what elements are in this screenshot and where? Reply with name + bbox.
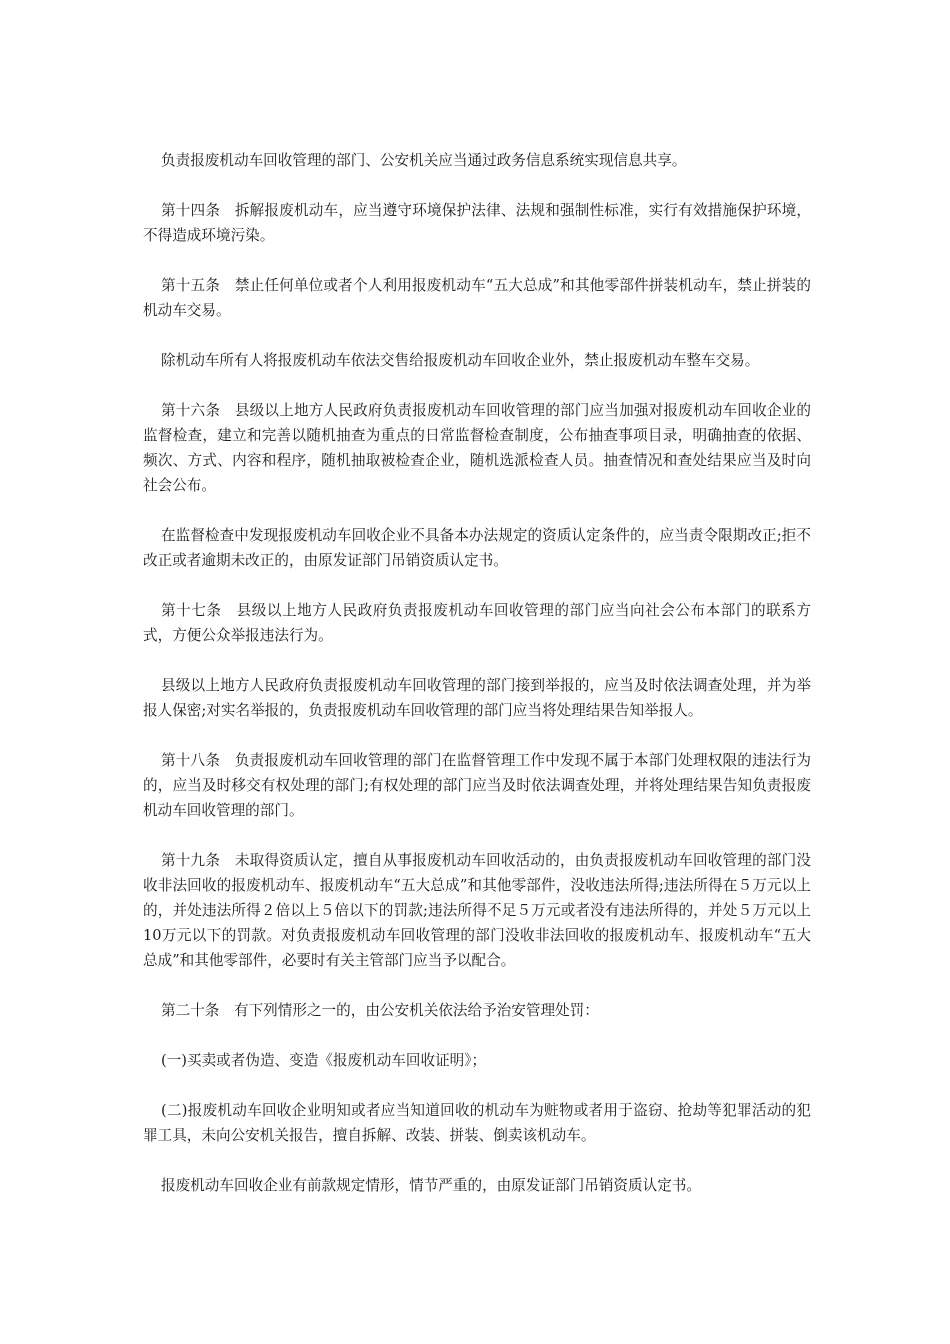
paragraph-article-16-revocation: 在监督检查中发现报废机动车回收企业不具备本办法规定的资质认定条件的，应当责令限期改正;拒不改正或者逾期未改正的，由原发证部门吊销资质认定书。	[143, 527, 811, 569]
paragraph-article-17-reports: 县级以上地方人民政府负责报废机动车回收管理的部门接到举报的，应当及时依法调查处理，并为举报人保密;对实名举报的，负责报废机动车回收管理的部门应当将处理结果告知举报人。	[143, 677, 811, 719]
paragraph-article-16: 第十六条 县级以上地方人民政府负责报废机动车回收管理的部门应当加强对报废机动车回收企业的监督检查，建立和完善以随机抽查为重点的日常监督检查制度，公布抽查事项目录，明确抽查的依据、频次、方式、内容和程序，随机抽取被检查企业，随机选派检查人员。抽查情况和查处结果应当及时向社会公布。	[143, 402, 811, 494]
document-body	[143, 148, 811, 1223]
paragraph-article-15-exception: 除机动车所有人将报废机动车依法交售给报废机动车回收企业外，禁止报废机动车整车交易。	[161, 352, 760, 369]
paragraph-article-19: 第十九条 未取得资质认定，擅自从事报废机动车回收活动的，由负责报废机动车回收管理的部门没收非法回收的报废机动车、报废机动车“五大总成”和其他零部件，没收违法所得;违法所得在５万元以上的，并处违法所得２倍以上５倍以下的罚款;违法所得不足５万元或者没有违法所得的，并处５万元以上10万元以下的罚款。对负责报废机动车回收管理的部门没收非法回收的报废机动车、报废机动车“五大总成”和其他零部件，必要时有关主管部门应当予以配合。	[143, 852, 811, 969]
paragraph-article-17: 第十七条 县级以上地方人民政府负责报废机动车回收管理的部门应当向社会公布本部门的联系方式，方便公众举报违法行为。	[143, 602, 811, 644]
paragraph-article-20-item-2: (二)报废机动车回收企业明知或者应当知道回收的机动车为赃物或者用于盗窃、抢劫等犯罪活动的犯罪工具，未向公安机关报告，擅自拆解、改装、拼装、倒卖该机动车。	[143, 1102, 811, 1144]
paragraph-article-18: 第十八条 负责报废机动车回收管理的部门在监督管理工作中发现不属于本部门处理权限的违法行为的，应当及时移交有权处理的部门;有权处理的部门应当及时依法调查处理，并将处理结果告知负责报废机动车回收管理的部门。	[143, 752, 811, 819]
paragraph-info-sharing: 负责报废机动车回收管理的部门、公安机关应当通过政务信息系统实现信息共享。	[161, 152, 687, 169]
paragraph-article-20-item-1: (一)买卖或者伪造、变造《报废机动车回收证明》；	[161, 1052, 487, 1069]
paragraph-article-14: 第十四条 拆解报废机动车，应当遵守环境保护法律、法规和强制性标准，实行有效措施保护环境，不得造成环境污染。	[143, 202, 811, 244]
paragraph-article-20: 第二十条 有下列情形之一的，由公安机关依法给予治安管理处罚：	[161, 1002, 599, 1019]
paragraph-article-15: 第十五条 禁止任何单位或者个人利用报废机动车“五大总成”和其他零部件拼装机动车，禁止拼装的机动车交易。	[143, 277, 811, 319]
paragraph-article-20-severe: 报废机动车回收企业有前款规定情形，情节严重的，由原发证部门吊销资质认定书。	[161, 1177, 701, 1194]
